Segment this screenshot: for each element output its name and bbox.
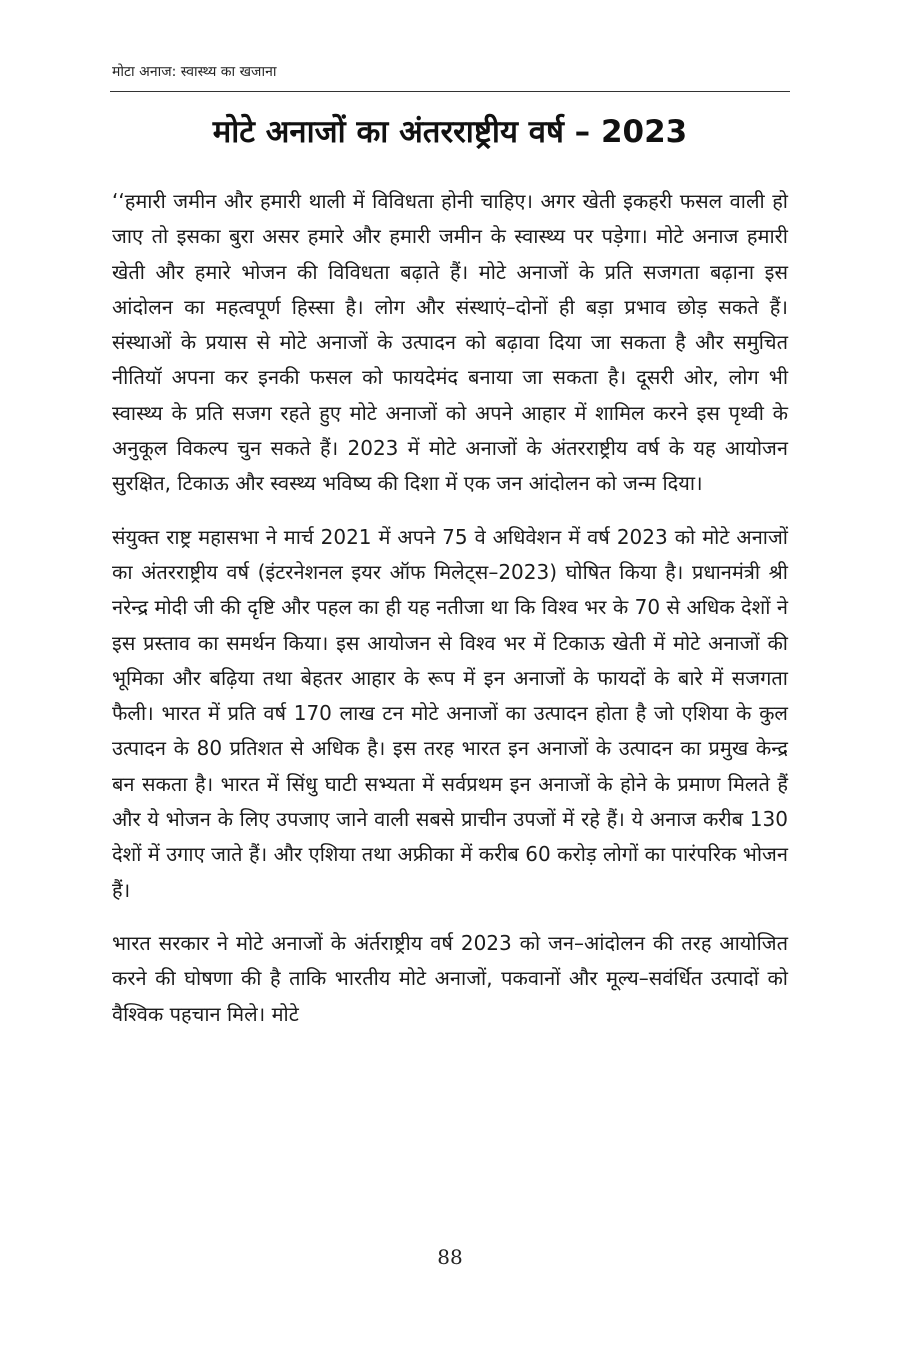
paragraph-3: भारत सरकार ने मोटे अनाजों के अंर्तराष्ट्रीय वर्ष 2023 को जन–आंदोलन की तरह आयोजित करने की घोषणा की है ताकि भारतीय मोटे अनाजों, पकवानों और मूल्य–सवंर्धित उत्पादों को वैश्विक पहचान मिले। मोटे — [112, 930, 788, 1026]
page-title: मोटे अनाजों का अंतरराष्ट्रीय वर्ष – 2023 — [212, 114, 688, 150]
body-text — [112, 184, 788, 1050]
paragraph-1: ‘‘हमारी जमीन और हमारी थाली में विविधता होनी चाहिए। अगर खेती इकहरी फसल वाली हो जाए तो इसका बुरा असर हमारे और हमारी जमीन के स्वास्थ्य पर पड़ेगा। मोटे अनाज हमारी खेती और हमारे भोजन की विविधता बढ़ाते हैं। मोटे अनाजों के प्रति सजगता बढ़ाना इस आंदोलन का महत्वपूर्ण हिस्सा है। लोग और संस्थाएं–दोनों ही बड़ा प्रभाव छोड़ सकते हैं। संस्थाओं के प्रयास से मोटे अनाजों के उत्पादन को बढ़ावा दिया जा सकता है और समुचित नीतियॉ अपना कर इनकी फसल को फायदेमंद बनाया जा सकता है। दूसरी ओर, लोग भी स्वास्थ्य के प्रति सजग रहते हुए मोटे अनाजों को अपने आहार में शामिल करने इस पृथ्वी के अनुकूल विकल्प चुन सकते हैं। 2023 में मोटे अनाजों के अंतरराष्ट्रीय वर्ष के यह आयोजन सुरक्षित, टिकाऊ और स्वस्थ्य भविष्य की दिशा में एक जन आंदोलन को जन्म दिया। — [112, 189, 788, 496]
paragraph-2: संयुक्त राष्ट्र महासभा ने मार्च 2021 में अपने 75 वे अधिवेशन में वर्ष 2023 को मोटे अनाजों का अंतरराष्ट्रीय वर्ष (इंटरनेशनल इयर ऑफ मिलेट्स–2023) घोषित किया है। प्रधानमंत्री श्री नरेन्द्र मोदी जी की दृष्टि और पहल का ही यह नतीजा था कि विश्व भर के 70 से अधिक देशों ने इस प्रस्ताव का समर्थन किया। इस आयोजन से विश्व भर में टिकाऊ खेती में मोटे अनाजों की भूमिका और बढ़िया तथा बेहतर आहार के रूप में इन अनाजों के फायदों के बारे में सजगता फैली। भारत में प्रति वर्ष 170 लाख टन मोटे अनाजों का उत्पादन होता है जो एशिया के कुल उत्पादन के 80 प्रतिशत से अधिक है। इस तरह भारत इन अनाजों के उत्पादन का प्रमुख केन्द्र बन सकता है। भारत में सिंधु घाटी सभ्यता में सर्वप्रथम इन अनाजों के होने के प्रमाण मिलते हैं और ये भोजन के लिए उपजाए जाने वाली सबसे प्राचीन उपजों में रहे हैं। ये अनाज करीब 130 देशों में उगाए जाते हैं। और एशिया तथा अफ्रीका में करीब 60 करोड़ लोगों का पारंपरिक भोजन हैं। — [112, 524, 788, 902]
page-number: 88 — [437, 1245, 463, 1269]
header-divider — [110, 91, 790, 92]
running-header: मोटा अनाज: स्वास्थ्य का खजाना — [112, 64, 277, 80]
